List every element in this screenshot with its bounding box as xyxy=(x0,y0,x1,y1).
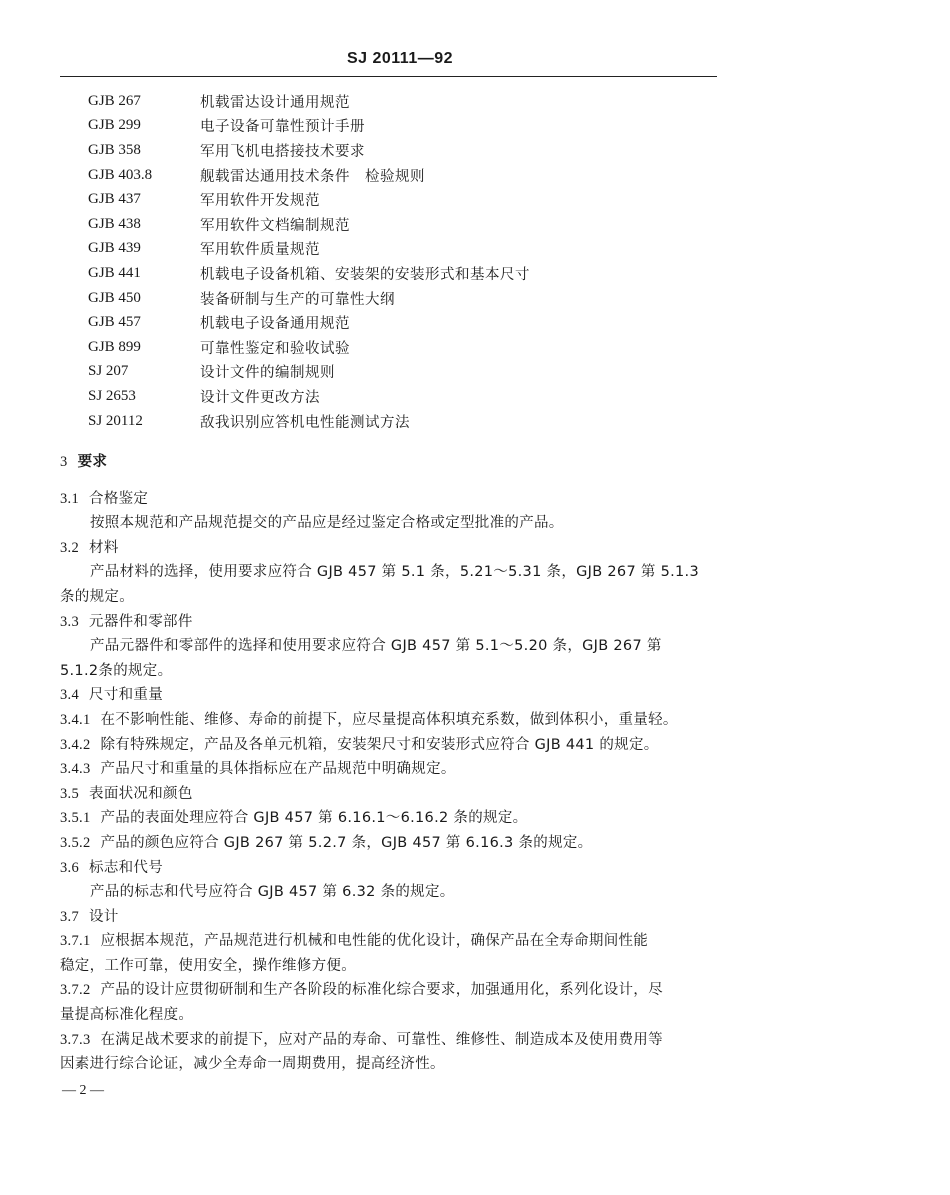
reference-row xyxy=(88,89,728,114)
reference-row xyxy=(88,310,728,335)
reference-row xyxy=(88,114,728,139)
reference-title: 舰载雷达通用技术条件 检验规则 xyxy=(200,168,425,185)
reference-code: GJB 438 xyxy=(88,215,141,232)
clause-heading: 3.4 尺寸和重量 xyxy=(60,687,164,704)
reference-row xyxy=(88,212,728,237)
clause-heading: 3.6 标志和代号 xyxy=(60,859,164,876)
clause-heading: 3.2 材料 xyxy=(60,539,119,556)
reference-row xyxy=(88,261,728,286)
reference-row xyxy=(88,384,728,409)
reference-title: 军用软件质量规范 xyxy=(200,242,320,259)
clause-text: 产品元器件和零部件的选择和使用要求应符合 GJB 457 第 5.1～5.20 条，GJB 267 第 xyxy=(90,638,662,655)
reference-code: GJB 358 xyxy=(88,141,141,158)
document-code: SJ 20111—92 xyxy=(346,50,454,67)
reference-code: SJ 2653 xyxy=(88,387,136,404)
reference-row xyxy=(88,409,728,434)
reference-code: GJB 267 xyxy=(88,92,141,109)
reference-code: GJB 437 xyxy=(88,191,141,208)
clause-text: 5.1.2条的规定。 xyxy=(60,662,173,679)
reference-row xyxy=(88,335,728,360)
reference-code: GJB 457 xyxy=(88,314,141,331)
clause-text: 因素进行综合论证，减少全寿命一周期费用，提高经济性。 xyxy=(60,1056,445,1073)
clause-heading: 3.3 元器件和零部件 xyxy=(60,613,193,630)
reference-row xyxy=(88,360,728,385)
clause-text: 产品的标志和代号应符合 GJB 457 第 6.32 条的规定。 xyxy=(90,884,455,901)
reference-row xyxy=(88,237,728,262)
reference-title: 敌我识别应答机电性能测试方法 xyxy=(200,414,410,431)
subclause: 3.4.2 除有特殊规定，产品及各单元机箱，安装架尺寸和安装形式应符合 GJB 441 的规定。 xyxy=(60,736,659,753)
clause-text: 稳定，工作可靠，使用安全，操作维修方便。 xyxy=(60,957,356,974)
reference-title: 军用飞机电搭接技术要求 xyxy=(200,143,365,160)
reference-code: GJB 441 xyxy=(88,264,141,281)
reference-row xyxy=(88,138,728,163)
reference-list xyxy=(88,89,728,433)
page-number: — 2 — xyxy=(62,1083,104,1098)
reference-title: 机载电子设备通用规范 xyxy=(200,316,350,333)
subclause: 3.4.3 产品尺寸和重量的具体指标应在产品规范中明确规定。 xyxy=(60,761,456,778)
reference-code: GJB 299 xyxy=(88,117,141,134)
reference-title: 军用软件开发规范 xyxy=(200,193,320,210)
clause-heading: 3.7 设计 xyxy=(60,908,119,925)
reference-title: 电子设备可靠性预计手册 xyxy=(200,119,365,136)
reference-title: 军用软件文档编制规范 xyxy=(200,217,350,234)
reference-row xyxy=(88,187,728,212)
reference-title: 装备研制与生产的可靠性大纲 xyxy=(200,291,395,308)
clause-heading: 3.5 表面状况和颜色 xyxy=(60,785,193,802)
section-heading: 3 要求 xyxy=(60,454,108,470)
subclause: 3.5.1 产品的表面处理应符合 GJB 457 第 6.16.1～6.16.2 条的规定。 xyxy=(60,810,528,827)
clause-text: 量提高标准化程度。 xyxy=(60,1007,194,1024)
reference-code: GJB 439 xyxy=(88,240,141,257)
clause-text: 条的规定。 xyxy=(60,588,134,605)
reference-title: 机载电子设备机箱、安装架的安装形式和基本尺寸 xyxy=(200,266,530,283)
reference-code: GJB 450 xyxy=(88,289,141,306)
reference-code: SJ 20112 xyxy=(88,412,143,429)
subclause: 3.7.1 应根据本规范，产品规范进行机械和电性能的优化设计，确保产品在全寿命期间性能 xyxy=(60,933,649,950)
subclause: 3.7.2 产品的设计应贯彻研制和生产各阶段的标准化综合要求，加强通用化，系列化设计，尽 xyxy=(60,982,663,999)
subclause: 3.7.3 在满足战术要求的前提下，应对产品的寿命、可靠性、维修性、制造成本及使用费用等 xyxy=(60,1031,663,1048)
reference-title: 设计文件的编制规则 xyxy=(200,365,335,382)
reference-title: 可靠性鉴定和验收试验 xyxy=(200,340,350,357)
reference-row xyxy=(88,286,728,311)
clause-text: 产品材料的选择，使用要求应符合 GJB 457 第 5.1 条，5.21～5.31 条，GJB 267 第 5.1.3 xyxy=(90,564,699,581)
subclause: 3.5.2 产品的颜色应符合 GJB 267 第 5.2.7 条，GJB 457 第 6.16.3 条的规定。 xyxy=(60,834,593,851)
reference-code: GJB 403.8 xyxy=(88,166,153,183)
clause-heading: 3.1 合格鉴定 xyxy=(60,490,149,507)
reference-code: GJB 899 xyxy=(88,338,141,355)
subclause: 3.4.1 在不影响性能、维修、寿命的前提下，应尽量提高体积填充系数，做到体积小，重量轻。 xyxy=(60,711,678,728)
reference-title: 机载雷达设计通用规范 xyxy=(200,94,350,111)
section-3 xyxy=(60,450,722,1077)
reference-row xyxy=(88,163,728,188)
reference-title: 设计文件更改方法 xyxy=(200,389,320,406)
header-rule xyxy=(60,76,717,77)
clause-text: 按照本规范和产品规范提交的产品应是经过鉴定合格或定型批准的产品。 xyxy=(90,515,564,532)
reference-code: SJ 207 xyxy=(88,363,129,380)
